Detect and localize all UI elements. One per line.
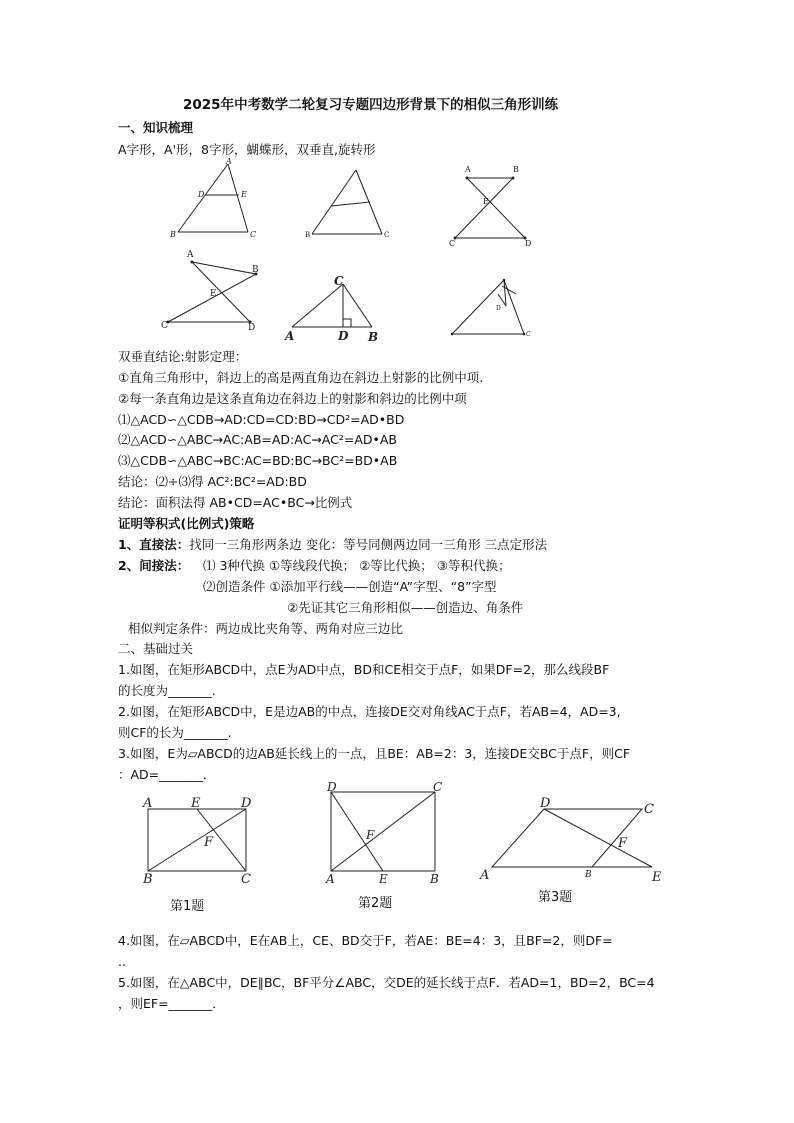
f6-label-C: C: [526, 331, 531, 338]
q2-line2: 则CF的长为_______.: [118, 725, 232, 740]
q2-figure: [322, 779, 446, 889]
q1-line1: 1.如图，在矩形ABCD中，点E为AD中点，BD和CE相交于点F，如果DF=2，那么线段BF: [118, 662, 610, 677]
q3-label-F: F: [618, 836, 628, 851]
point-4: ⑵△ACD∽△ABC→AC:AB=AD:AC→AC²=AD•AB: [118, 432, 398, 447]
q3-figure: [478, 795, 670, 887]
q2-label-B: B: [430, 872, 439, 886]
q2-label-E: E: [379, 872, 388, 886]
section2-heading: 二、基础过关: [118, 641, 194, 656]
q1-line2: 的长度为_______.: [118, 683, 216, 698]
caption-q1: 第1题: [170, 899, 205, 914]
f3-label-D: D: [525, 239, 532, 248]
double-perp-heading: 双垂直结论:射影定理：: [118, 349, 248, 364]
f1-label-B: B: [170, 230, 176, 239]
q3-label-C: C: [644, 802, 654, 817]
figure-a-prime-shape: [300, 162, 395, 242]
q1-label-B: B: [143, 872, 153, 887]
strategy-1: [118, 536, 547, 553]
q3-line2: ：AD=_______．: [118, 767, 216, 782]
figure-butterfly-shape: [160, 246, 270, 336]
figure-a-shape: [160, 158, 270, 242]
point-5: ⑶△CDB∽△ABC→BC:AC=BD:BC→BC²=BD•AB: [118, 453, 398, 468]
q1-label-A: A: [143, 796, 153, 811]
q2-line1: 2.如图，在矩形ABCD中，E是边AB的中点，连接DE交对角线AC于点F，若AB=4，AD=3,: [118, 704, 621, 719]
f4-label-D: D: [248, 323, 256, 333]
f1-label-C: C: [250, 230, 257, 239]
f3-label-C: C: [449, 239, 456, 248]
q1-label-C: C: [241, 872, 251, 887]
q2-label-C: C: [433, 780, 443, 794]
f4-label-B: B: [252, 265, 259, 275]
point-3: ⑴△ACD∽△CDB→AD:CD=CD:BD→CD²=AD•BD: [118, 412, 405, 427]
section1-heading: 一、知识梳理: [118, 120, 194, 135]
strategy-2-label: 2、间接法：: [118, 558, 190, 573]
strategy-1-text: 找同一三角形两条边 变化：等号同侧两边同一三角形 三点定形法: [189, 537, 548, 552]
f1-label-E: E: [241, 190, 247, 199]
f4-label-A: A: [187, 250, 194, 260]
q1-label-E: E: [191, 796, 201, 811]
q1-label-D: D: [241, 796, 252, 811]
figure-rotation-shape: [440, 272, 540, 344]
q5-line1: 5.如图，在△ABC中，DE∥BC，BF平分∠ABC，交DE的延长线于点F．若AD=1，BD=2，BC=4: [118, 975, 655, 990]
q2-label-F: F: [366, 828, 375, 842]
strategy-2-line1: ⑴ 3种代换 ①等线段代换； ②等比代换； ③等积代换；: [203, 558, 511, 573]
caption-q2: 第2题: [358, 896, 393, 911]
similarity-criteria: 相似判定条件：两边成比夹角等、两角对应三边比: [128, 621, 404, 636]
q3-label-B: B: [585, 870, 592, 880]
q4-line2: ..: [118, 954, 126, 969]
strategy-2-line3: ②先证其它三角形相似——创造边、角条件: [287, 600, 524, 615]
q1-figure: [140, 795, 260, 891]
q2-label-D: D: [327, 780, 337, 794]
q1-label-F: F: [204, 835, 214, 850]
f3-label-A: A: [465, 165, 471, 174]
q3-label-A: A: [480, 868, 490, 883]
f5-label-B: B: [368, 330, 379, 344]
f1-label-D: D: [198, 190, 205, 199]
f5-label-D: D: [338, 329, 349, 343]
figure-double-perpendicular: [282, 272, 382, 344]
q3-label-D: D: [540, 796, 551, 811]
f5-label-C: C: [334, 274, 344, 288]
q3-label-E: E: [652, 870, 662, 885]
f2-label-C: C: [384, 231, 390, 239]
f3-label-B: B: [513, 165, 519, 174]
q3-line1: 3.如图，E为▱ABCD的边AB延长线上的一点，且BE：AB=2：3，连接DE交BC于点F，则CF: [118, 746, 631, 761]
shapes-line: A字形，A'形，8字形，蝴蝶形，双垂直,旋转形: [118, 142, 376, 157]
f3-label-E: E: [483, 197, 489, 206]
q2-label-A: A: [326, 872, 335, 886]
strategy-1-label: 1、直接法：: [118, 537, 190, 552]
point-1: ①直角三角形中，斜边上的高是两直角边在斜边上射影的比例中项.: [118, 370, 484, 385]
f6-label-D: D: [496, 305, 501, 312]
f1-label-A: A: [226, 157, 232, 166]
point-2: ②每一条直角边是这条直角边在斜边上的射影和斜边的比例中项: [118, 391, 467, 406]
q4-line1: 4.如图，在▱ABCD中，E在AB上，CE、BD交于F，若AE：BE=4：3，且BF=2，则DF=: [118, 933, 613, 948]
q5-line2: ，则EF=_______．: [118, 996, 225, 1011]
strategy-2-line2: ⑵创造条件 ①添加平行线——创造“A”字型、“8”字型: [203, 579, 497, 594]
point-7: 结论：面积法得 AB•CD=AC•BC→比例式: [118, 495, 353, 510]
f4-label-C: C: [161, 321, 168, 331]
strategy-heading: 证明等积式(比例式)策略: [118, 516, 255, 531]
f4-label-E: E: [210, 289, 217, 299]
f2-label-B: B: [305, 231, 311, 239]
point-6: 结论：⑵÷⑶得 AC²:BC²=AD:BD: [118, 474, 307, 489]
f5-label-A: A: [285, 329, 295, 343]
figure-8-shape: [443, 160, 543, 250]
caption-q3: 第3题: [538, 890, 573, 905]
page-title: 2025年中考数学二轮复习专题四边形背景下的相似三角形训练: [183, 97, 559, 113]
